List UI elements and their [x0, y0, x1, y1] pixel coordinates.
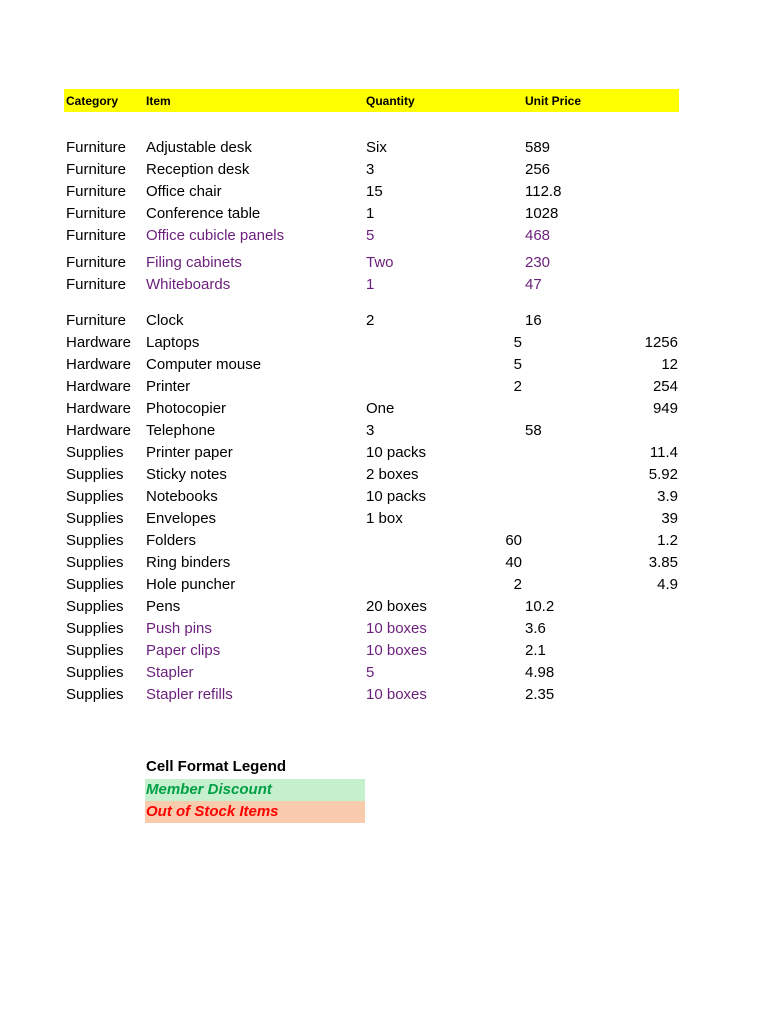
price-cell: 1.2 [657, 532, 678, 549]
quantity-cell: Two [366, 254, 394, 271]
table-row [0, 376, 768, 398]
item-cell: Reception desk [146, 161, 250, 178]
category-cell: Furniture [66, 312, 127, 329]
table-row [0, 618, 768, 640]
price-cell: 47 [525, 276, 542, 293]
quantity-cell: 10 boxes [366, 620, 427, 637]
price-cell: 1256 [644, 334, 678, 351]
table-row [0, 596, 768, 618]
price-cell: 2.35 [525, 686, 555, 703]
header-unit-price: Unit Price [525, 94, 582, 108]
table-row [0, 420, 768, 442]
table-row [0, 508, 768, 530]
table-row [0, 203, 768, 225]
price-cell: 112.8 [525, 183, 562, 200]
item-cell: Whiteboards [146, 276, 231, 293]
header-category: Category [66, 94, 119, 108]
quantity-cell: One [366, 400, 395, 417]
table-row [0, 159, 768, 181]
item-cell: Notebooks [146, 488, 218, 505]
price-cell: 949 [652, 400, 678, 417]
item-cell: Filing cabinets [146, 254, 242, 271]
category-cell: Supplies [66, 576, 124, 593]
table-row [0, 640, 768, 662]
category-cell: Furniture [66, 139, 127, 156]
table-row [0, 486, 768, 508]
quantity-cell: 10 boxes [366, 642, 427, 659]
table-row [0, 274, 768, 296]
quantity-cell: 5 [513, 334, 522, 351]
item-cell: Folders [146, 532, 197, 549]
price-cell: 589 [525, 139, 551, 156]
category-cell: Supplies [66, 510, 124, 527]
item-cell: Printer paper [146, 444, 233, 461]
quantity-cell: Six [366, 139, 387, 156]
table-row [0, 662, 768, 684]
table-row [0, 398, 768, 420]
category-cell: Hardware [66, 334, 132, 351]
category-cell: Furniture [66, 183, 127, 200]
price-cell: 11.4 [649, 444, 678, 461]
quantity-cell: 5 [513, 356, 522, 373]
quantity-cell: 2 [366, 312, 375, 329]
table-row [0, 310, 768, 332]
table-row [0, 137, 768, 159]
category-cell: Furniture [66, 254, 127, 271]
price-cell: 16 [525, 312, 542, 329]
item-cell: Push pins [146, 620, 212, 637]
category-cell: Hardware [66, 356, 132, 373]
item-cell: Laptops [146, 334, 200, 351]
category-cell: Supplies [66, 444, 124, 461]
item-cell: Computer mouse [146, 356, 262, 373]
price-cell: 58 [525, 422, 542, 439]
item-cell: Clock [146, 312, 184, 329]
quantity-cell: 2 [513, 378, 522, 395]
price-cell: 4.98 [525, 664, 555, 681]
price-cell: 10.2 [525, 598, 555, 615]
price-cell: 5.92 [648, 466, 678, 483]
quantity-cell: 10 packs [366, 444, 427, 461]
quantity-cell: 20 boxes [366, 598, 427, 615]
price-cell: 3.6 [525, 620, 546, 637]
item-cell: Stapler [146, 664, 194, 681]
item-cell: Sticky notes [146, 466, 227, 483]
quantity-cell: 10 packs [366, 488, 427, 505]
category-cell: Supplies [66, 598, 124, 615]
category-cell: Supplies [66, 686, 124, 703]
item-cell: Pens [146, 598, 181, 615]
price-cell: 254 [652, 378, 678, 395]
item-cell: Office chair [146, 183, 222, 200]
item-cell: Printer [146, 378, 191, 395]
quantity-cell: 60 [505, 532, 522, 549]
price-cell: 3.85 [648, 554, 678, 571]
quantity-cell: 3 [366, 161, 375, 178]
item-cell: Telephone [146, 422, 216, 439]
quantity-cell: 40 [505, 554, 522, 571]
item-cell: Photocopier [146, 400, 227, 417]
category-cell: Supplies [66, 532, 124, 549]
category-cell: Furniture [66, 205, 127, 222]
price-cell: 3.9 [657, 488, 678, 505]
legend-member-discount: Member Discount [145, 779, 365, 801]
item-cell: Ring binders [146, 554, 231, 571]
table-row [0, 684, 768, 706]
quantity-cell: 2 boxes [366, 466, 419, 483]
price-cell: 256 [525, 161, 551, 178]
legend-title: Cell Format Legend [146, 758, 287, 775]
quantity-cell: 5 [366, 227, 375, 244]
quantity-cell: 5 [366, 664, 375, 681]
price-cell: 4.9 [657, 576, 678, 593]
quantity-cell: 2 [513, 576, 522, 593]
category-cell: Supplies [66, 554, 124, 571]
category-cell: Supplies [66, 466, 124, 483]
item-cell: Adjustable desk [146, 139, 252, 156]
table-row [0, 574, 768, 596]
quantity-cell: 15 [366, 183, 383, 200]
price-cell: 12 [661, 356, 678, 373]
quantity-cell: 1 [366, 205, 375, 222]
header-quantity: Quantity [366, 94, 415, 108]
category-cell: Furniture [66, 161, 127, 178]
table-header [64, 89, 679, 112]
table-row [0, 332, 768, 354]
category-cell: Supplies [66, 488, 124, 505]
category-cell: Furniture [66, 276, 127, 293]
quantity-cell: 3 [366, 422, 375, 439]
table-row [0, 354, 768, 376]
table-row [0, 442, 768, 464]
category-cell: Supplies [66, 664, 124, 681]
table-row [0, 252, 768, 274]
item-cell: Paper clips [146, 642, 221, 659]
category-cell: Supplies [66, 642, 124, 659]
category-cell: Hardware [66, 378, 132, 395]
table-row [0, 530, 768, 552]
category-cell: Hardware [66, 400, 132, 417]
item-cell: Envelopes [146, 510, 217, 527]
quantity-cell: 1 box [366, 510, 403, 527]
price-cell: 1028 [525, 205, 559, 222]
price-cell: 468 [525, 227, 551, 244]
price-cell: 230 [525, 254, 551, 271]
price-cell: 39 [661, 510, 678, 527]
category-cell: Furniture [66, 227, 127, 244]
category-cell: Supplies [66, 620, 124, 637]
table-row [0, 464, 768, 486]
table-row [0, 552, 768, 574]
item-cell: Conference table [146, 205, 261, 222]
quantity-cell: 10 boxes [366, 686, 427, 703]
item-cell: Office cubicle panels [146, 227, 285, 244]
item-cell: Stapler refills [146, 686, 233, 703]
item-cell: Hole puncher [146, 576, 236, 593]
header-item: Item [146, 94, 171, 108]
table-row [0, 225, 768, 247]
table-row [0, 181, 768, 203]
quantity-cell: 1 [366, 276, 375, 293]
legend-out-of-stock: Out of Stock Items [145, 801, 365, 823]
category-cell: Hardware [66, 422, 132, 439]
price-cell: 2.1 [525, 642, 546, 659]
